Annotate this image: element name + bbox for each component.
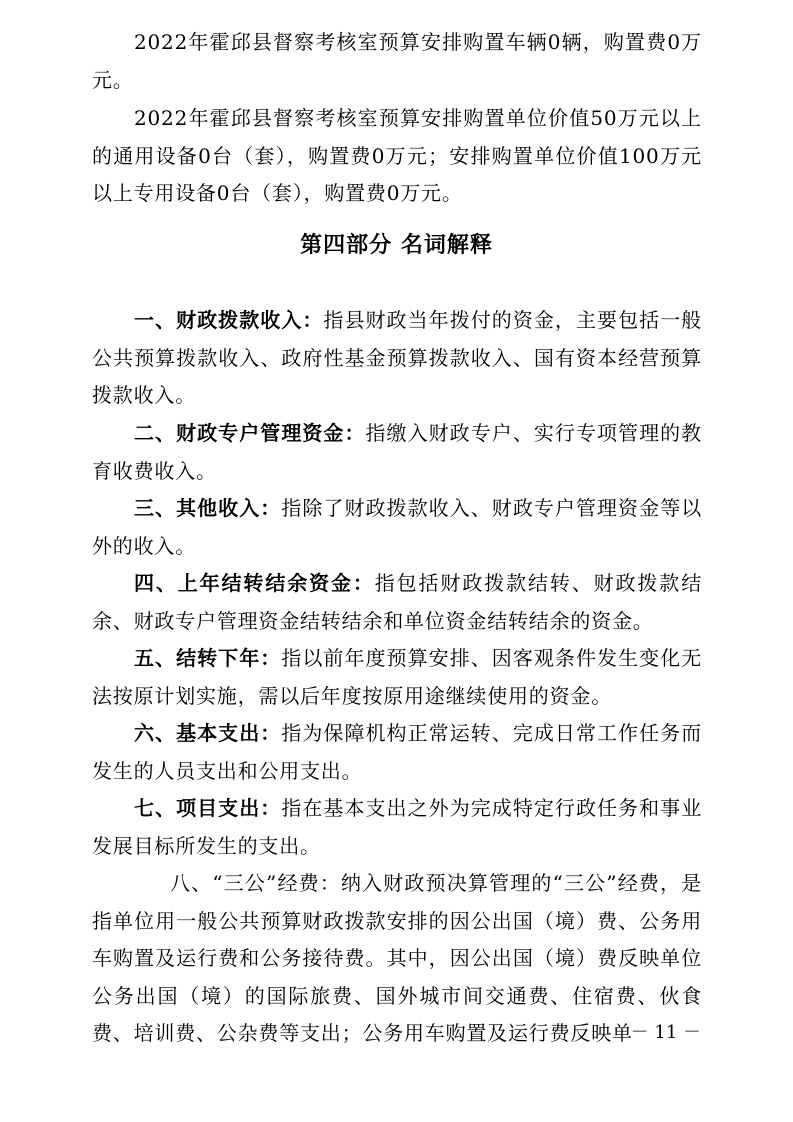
definition-text: 指包括财政拨款结转、财政拨款结余、财政专户管理资金结转结余和单位资金结转结余的资金。 [92,571,702,633]
definition-term: 五、结转下年： [134,646,282,670]
definition-term: 三、其他收入： [134,496,282,520]
definition-text: 纳入财政预决算管理的“三公”经费，是指单位用一般公共预算财政拨款安排的因公出国（境）费、公务用车购置及运行费和公务接待费。其中，因公出国（境）费反映单位公务出国（境）的国际旅费、国外城市间交通费、住宿费、伙食费、培训费、公杂费等支出；公务用车购置及运行费反映单 [92,871,702,1045]
page-number: － 11 － [630,1022,701,1043]
definition-term: 六、基本支出： [134,721,282,745]
budget-text-vehicles: 2022年霍邱县督察考核室预算安排购置车辆0辆，购置费0万元。 [92,30,702,92]
definition-three-public-expenses [92,865,702,1053]
definition-special-account [92,415,702,490]
definition-text: 指除了财政拨款收入、财政专户管理资金等以外的收入。 [92,496,702,558]
definition-basic-expenditure [92,715,702,790]
section-title: 第四部分 名词解释 [300,233,493,258]
budget-paragraph-vehicles [92,24,702,99]
definition-text: 指在基本支出之外为完成特定行政任务和事业发展目标所发生的支出。 [92,796,702,858]
definition-term: 一、财政拨款收入： [134,308,324,332]
definition-term: 二、财政专户管理资金： [134,421,366,445]
budget-paragraph-equipment [92,100,702,213]
definition-text: 指缴入财政专户、实行专项管理的教育收费收入。 [92,421,702,483]
definition-term: 四、上年结转结余资金： [134,571,375,595]
definition-other-income [92,490,702,565]
definition-prior-year-carryover [92,565,702,640]
definition-term: 八、“三公”经费： [170,871,341,895]
definition-project-expenditure [92,790,702,865]
budget-text-equipment: 2022年霍邱县督察考核室预算安排购置单位价值50万元以上的通用设备0台（套），购置费0万元；安排购置单位价值100万元以上专用设备0台（套），购置费0万元。 [92,106,702,205]
definition-text: 指以前年度预算安排、因客观条件发生变化无法按原计划实施，需以后年度按原用途继续使用的资金。 [92,646,702,708]
definition-term: 七、项目支出： [134,796,282,820]
definition-text: 指为保障机构正常运转、完成日常工作任务而发生的人员支出和公用支出。 [92,721,702,783]
definition-fiscal-allocation [92,302,702,415]
definition-text: 指县财政当年拨付的资金，主要包括一般公共预算拨款收入、政府性基金预算拨款收入、国有资本经营预算拨款收入。 [92,308,702,407]
definition-carry-forward [92,640,702,715]
